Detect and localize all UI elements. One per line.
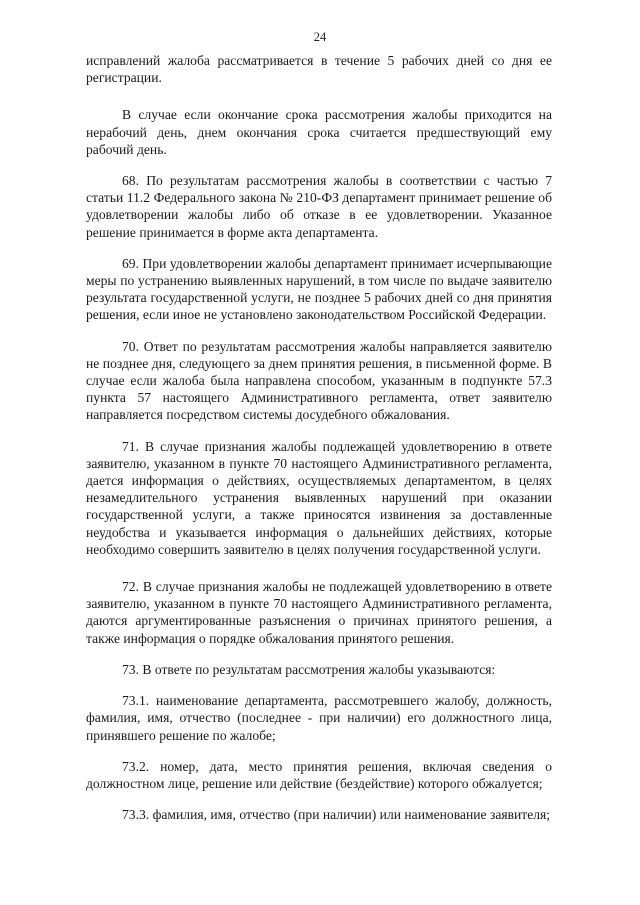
paragraph-73: 73. В ответе по результатам рассмотрения жалобы указываются: — [122, 661, 496, 677]
paragraph-73-3: 73.3. фамилия, имя, отчество (при наличии) или наименование заявителя; — [122, 807, 551, 823]
paragraph-70: 70. Ответ по результатам рассмотрения жалобы направляется заявителю не позднее дня, следующего за днем принятия решения, в письменной форме. В случае если жалоба была направлена способом, указанным в подпункте 57.3 пункта 57 настоящего Административного регламента, ответ заявителю направляется посредством системы досудебного обжалования. — [86, 338, 552, 423]
paragraph-72: 72. В случае признания жалобы не подлежащей удовлетворению в ответе заявителю, указанном в пункте 70 настоящего Административного регламента, даются аргументированные разъяснения о причинах принятого решения, а также информация о порядке обжалования принятого решения. — [86, 579, 552, 646]
paragraph-68: 68. По результатам рассмотрения жалобы в соответствии с частью 7 статьи 11.2 Федерального закона № 210-ФЗ департамент принимает решение об удовлетворении жалобы либо об отказе в ее удовлетворении. Указанное решение принимается в форме акта департамента. — [86, 173, 552, 240]
paragraph-73-1: 73.1. наименование департамента, рассмотревшего жалобу, должность, фамилия, имя, отчество (последнее - при наличии) его должностного лица, принявшего решение по жалобе; — [86, 693, 552, 743]
paragraph-weekend-deadline: В случае если окончание срока рассмотрения жалобы приходится на нерабочий день, днем окончания срока считается предшествующий ему рабочий день. — [86, 107, 552, 157]
page-number: 24 — [313, 30, 327, 44]
paragraph-71: 71. В случае признания жалобы подлежащей удовлетворению в ответе заявителю, указанном в пункте 70 настоящего Административного регламента, дается информация о действиях, осуществляемых департаментом, в целях незамедлительного устранения выявленных нарушений при оказании государственной услуги, а также приносятся извинения за доставленные неудобства и указывается информация о дальнейших действиях, которые необходимо совершить заявителю в целях получения государственной услуги. — [86, 438, 552, 557]
paragraph-continuation: исправлений жалоба рассматривается в течение 5 рабочих дней со дня ее регистрации. — [86, 53, 552, 86]
paragraph-73-2: 73.2. номер, дата, место принятия решения, включая сведения о должностном лице, решение или действие (бездействие) которого обжалуется; — [86, 758, 552, 791]
document-body — [86, 52, 552, 835]
paragraph-69: 69. При удовлетворении жалобы департамент принимает исчерпывающие меры по устранению выявленных нарушений, в том числе по выдаче заявителю результата государственной услуги, не позднее 5 рабочих дней со дня принятия решения, если иное не установлено законодательством Российской Федерации. — [86, 255, 552, 323]
